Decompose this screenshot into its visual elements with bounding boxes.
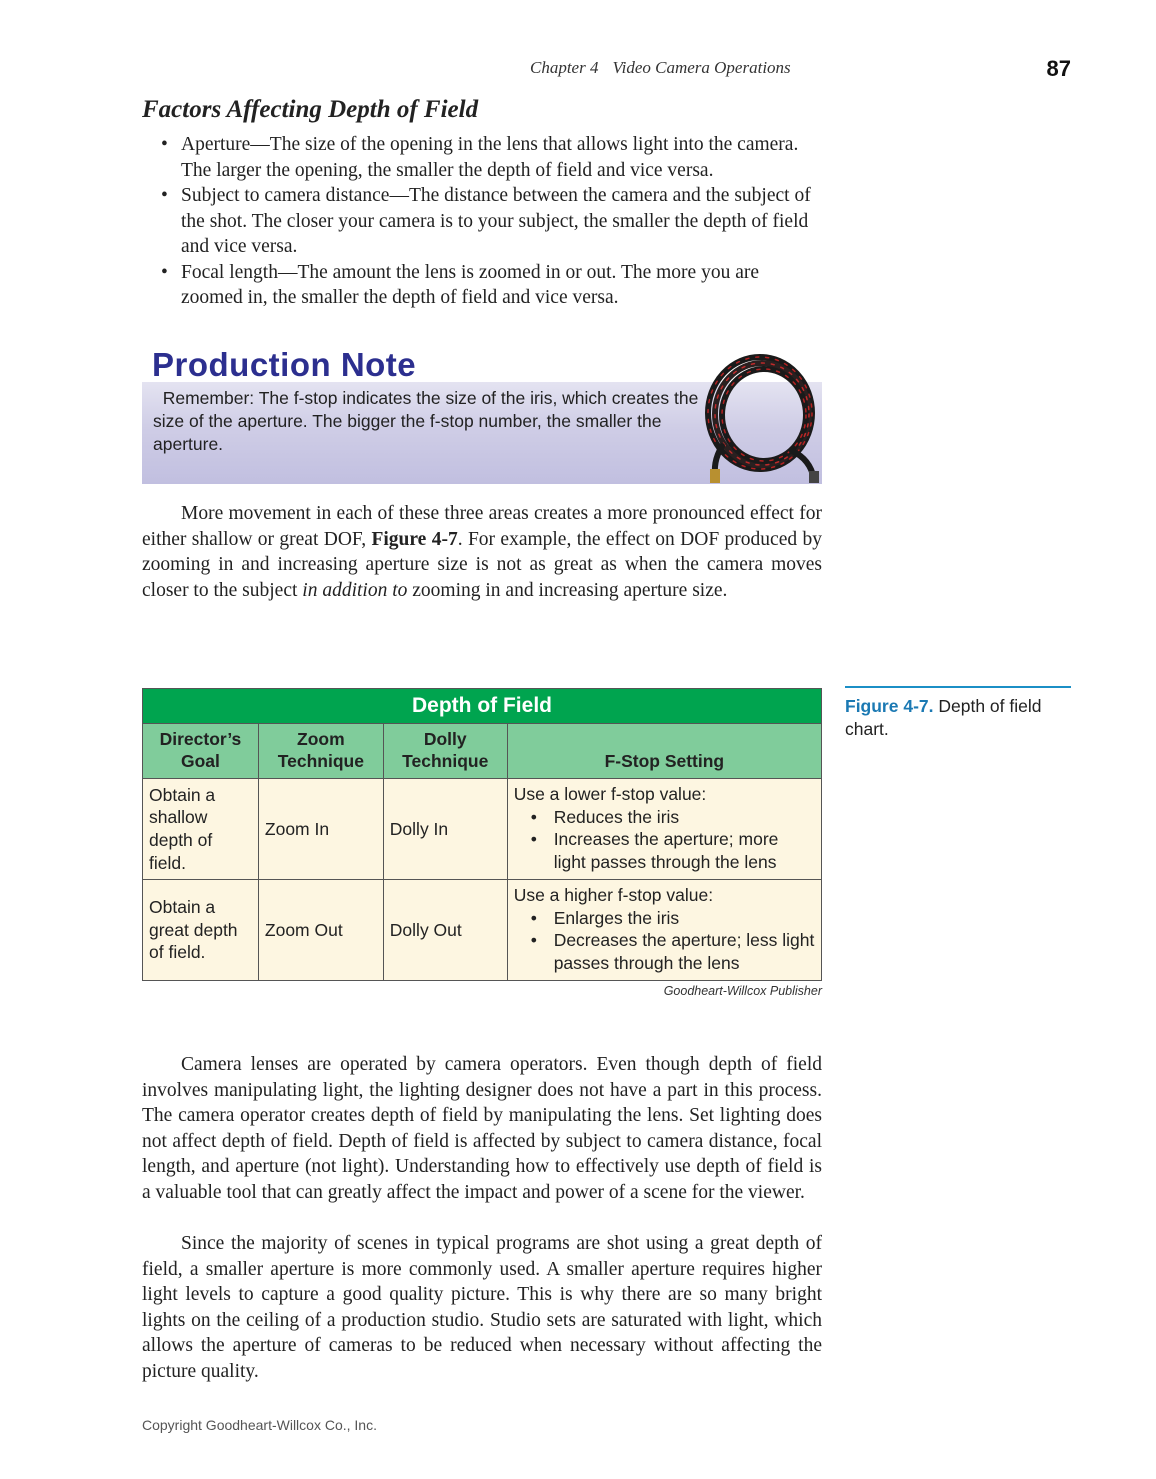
factor-list	[142, 132, 822, 311]
fstop-points	[514, 907, 815, 975]
goal-cell: Obtain a great depth of field.	[143, 880, 259, 981]
column-header: Dolly Technique	[383, 724, 507, 779]
bullet-icon: •	[161, 261, 168, 283]
figure-reference: Figure 4-7	[371, 528, 458, 550]
coiled-cable-image	[692, 351, 832, 486]
fstop-cell	[507, 779, 821, 880]
body-paragraph: More movement in each of these three areas creates a more pronounced effect for either shallow or great DOF, Figure 4-7. For example, the effect on DOF produced by zooming in and increasing aperture size is not as great as when the camera moves closer to the subject in addition to zooming in and increasing aperture size.	[142, 503, 822, 601]
table-title: Depth of Field	[143, 689, 822, 724]
body-paragraph: Since the majority of scenes in typical programs are shot using a great depth of field, a smaller aperture is more commonly used. A smaller aperture requires higher light levels to capture a good quality picture. This is why there are so many bright lights on the ceiling of a production studio. Studio sets are saturated with light, which allows the aperture of cameras to be reduced when necessary without affecting the picture quality.	[142, 1233, 822, 1382]
bullet-icon: •	[161, 134, 168, 155]
column-header: Director’s Goal	[143, 724, 259, 779]
bullet-icon: •	[530, 806, 537, 827]
bullet-icon: •	[530, 930, 537, 951]
copyright-footer: Copyright Goodheart-Willcox Co., Inc.	[142, 1417, 377, 1433]
dolly-cell: Dolly In	[383, 779, 507, 880]
list-item: • Enlarges the iris	[530, 907, 680, 928]
fstop-cell	[507, 880, 821, 981]
list-item: • Reduces the iris	[530, 806, 680, 827]
table-row	[143, 880, 822, 981]
bullet-icon: •	[161, 185, 168, 206]
figure-caption-text: Depth of field chart.	[845, 696, 1042, 739]
figure-caption	[845, 695, 1071, 741]
emphasis-text: in addition to	[302, 579, 408, 601]
body-paragraph: Camera lenses are operated by camera operators. Even though depth of field involves manipulating light, the lighting designer does not have a part in this process. The camera operator creates depth of field by manipulating the lens. Set lighting does not affect depth of field. Depth of field is affected by subject to camera distance, focal length, and aperture (not light). Understanding how to effectively use depth of field is a valuable tool that can greatly affect the impact and power of a scene for the viewer.	[142, 1054, 822, 1203]
fstop-lead: Use a lower f-stop value:	[513, 784, 707, 804]
list-item: • Aperture—The size of the opening in the lens that allows light into the camera. The larger the opening, the smaller the depth of field and vice versa.	[161, 134, 799, 181]
goal-cell: Obtain a shallow depth of field.	[143, 779, 259, 880]
fstop-points	[514, 806, 815, 874]
note-text: Remember: The f-stop indicates the size of the iris, which creates the size of the aperture. The bigger the f-stop number, the smaller the aperture.	[153, 388, 699, 454]
list-item: • Decreases the aperture; less light passes through the lens	[530, 930, 815, 973]
table-row	[143, 779, 822, 880]
dolly-cell: Dolly Out	[383, 880, 507, 981]
chapter-title: Video Camera Operations	[612, 58, 791, 77]
caption-rule	[845, 686, 1071, 688]
figure-credit: Goodheart-Willcox Publisher	[663, 984, 822, 998]
page-number: 87	[1046, 56, 1071, 81]
running-head	[530, 58, 791, 78]
bullet-icon: •	[530, 829, 537, 850]
figure-label: Figure 4-7.	[845, 696, 934, 716]
production-note-box	[142, 346, 822, 484]
column-header: F-Stop Setting	[507, 724, 821, 779]
zoom-cell: Zoom Out	[258, 880, 383, 981]
list-item: • Focal length—The amount the lens is zoomed in or out. The more you are zoomed in, the smaller the depth of field and vice versa.	[161, 261, 760, 308]
section-heading: Factors Affecting Depth of Field	[142, 96, 479, 123]
zoom-cell: Zoom In	[258, 779, 383, 880]
column-header: Zoom Technique	[258, 724, 383, 779]
list-item: • Subject to camera distance—The distance between the camera and the subject of the shot. The closer your camera is to your subject, the smaller the depth of field and vice versa.	[161, 185, 811, 257]
chapter-number: Chapter 4	[530, 58, 599, 77]
bullet-icon: •	[530, 907, 537, 928]
list-item: • Increases the aperture; more light passes through the lens	[530, 829, 779, 872]
fstop-lead: Use a higher f-stop value:	[513, 885, 714, 905]
note-title: Production Note	[152, 346, 417, 383]
depth-of-field-table	[142, 688, 822, 981]
